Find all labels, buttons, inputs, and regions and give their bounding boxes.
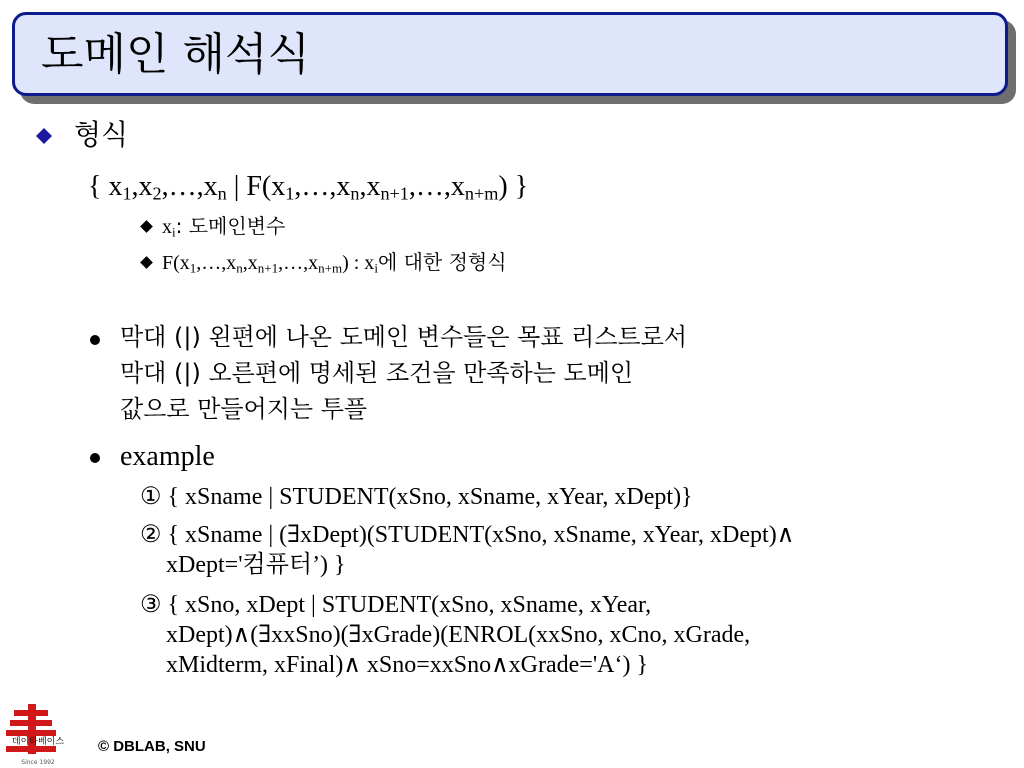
title-box bbox=[12, 12, 1008, 96]
section-heading: 형식 bbox=[74, 118, 129, 151]
example-3-line3: xMidterm, xFinal)∧ xSno=xxSno∧xGrade='A‘) } bbox=[166, 652, 649, 678]
sub-item-variable: $x_i$: 도메인변수 bbox=[162, 214, 286, 240]
diamond-bullet-icon bbox=[36, 128, 52, 144]
bullet-dot-icon bbox=[90, 335, 100, 345]
bullet1-line2: 막대 (|) 오른편에 명세된 조건을 만족하는 도메인 bbox=[120, 359, 634, 387]
bullet1-line3: 값으로 만들어지는 투플 bbox=[120, 395, 368, 423]
example-1: ① { xSname | STUDENT(xSno, xSname, xYear, xDept)} bbox=[140, 484, 693, 510]
sub-item-formula: $F(x_1,\dots,x_n,x_{n+1},\dots,x_{n+m})$ : $x_i$에 대한 정형식 bbox=[162, 250, 507, 276]
page-title: 도메인 해석식 bbox=[41, 29, 311, 80]
formula: { $x_1,x_2,\dots,x_n$ | $F(x_1,\dots,x_n,x_{n+1},\dots,x_{n+m})$ } bbox=[88, 171, 529, 204]
sub-item-formula-label: 에 대한 정형식 bbox=[377, 250, 507, 274]
example-2-line2: xDept='컴퓨터’) } bbox=[166, 552, 346, 578]
example-3-line2: xDept)∧(∃xxSno)(∃xGrade)(ENROL(xxSno, xCno, xGrade, bbox=[166, 622, 751, 648]
svg-text:Since 1992: Since 1992 bbox=[21, 759, 55, 766]
example-label: example bbox=[120, 441, 215, 472]
svg-text:데이타베이스: 데이타베이스 bbox=[11, 737, 65, 747]
bullet-dot-icon bbox=[90, 453, 100, 463]
small-diamond-icon bbox=[140, 220, 153, 233]
small-diamond-icon bbox=[140, 256, 153, 269]
dblab-logo bbox=[0, 702, 76, 768]
footer-copyright: © DBLAB, SNU bbox=[98, 738, 206, 755]
bullet1-line1: 막대 (|) 왼편에 나온 도메인 변수들은 목표 리스트로서 bbox=[120, 323, 688, 351]
example-3-line1: ③ { xSno, xDept | STUDENT(xSno, xSname, xYear, bbox=[140, 592, 652, 618]
sub-item-variable-label: : 도메인변수 bbox=[175, 214, 286, 238]
example-2-line1: ② { xSname | (∃xDept)(STUDENT(xSno, xSname, xYear, xDept)∧ bbox=[140, 522, 795, 548]
